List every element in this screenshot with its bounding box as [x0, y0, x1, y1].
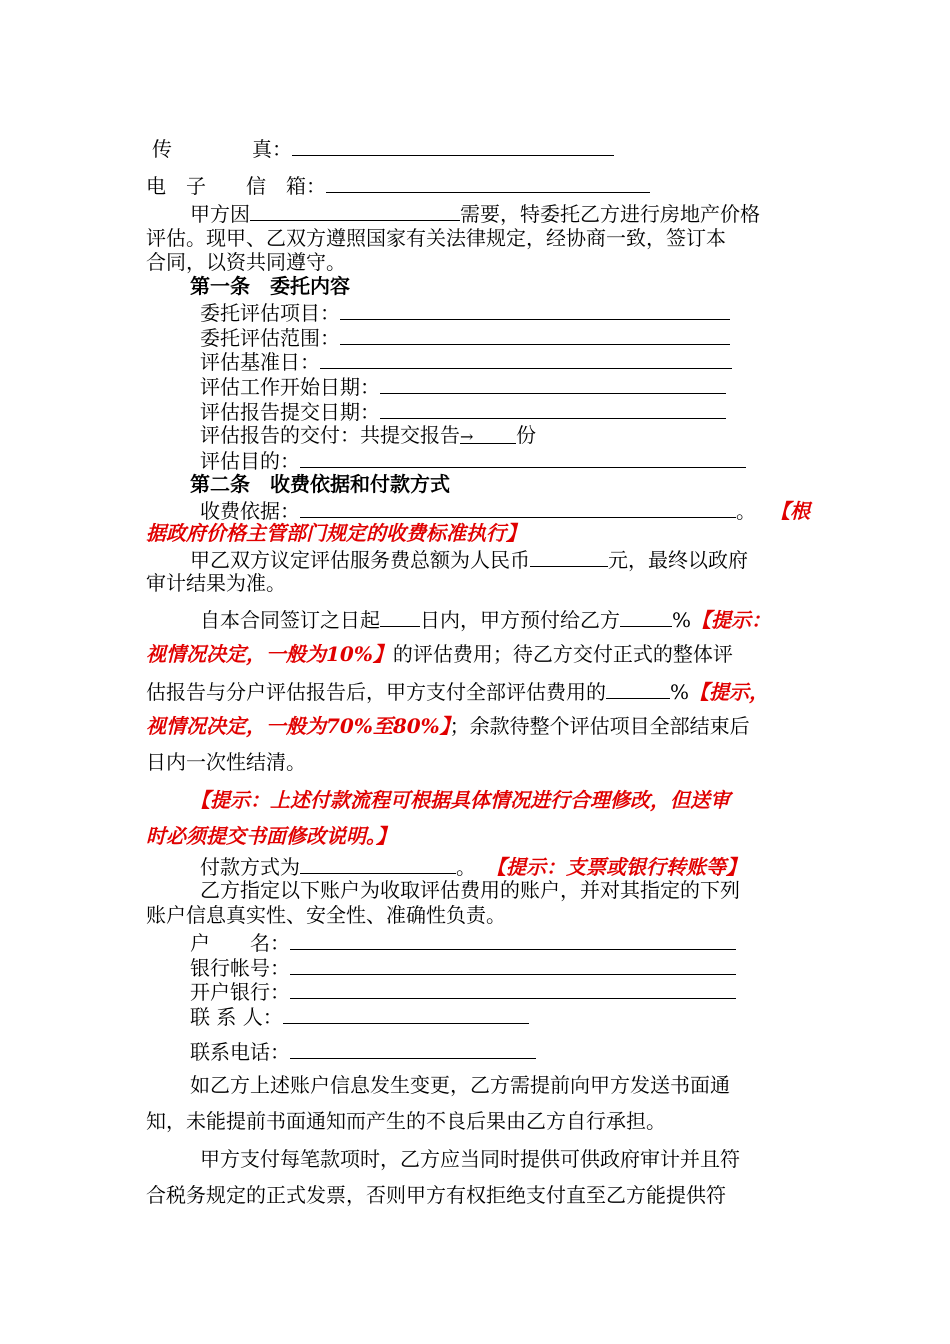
article1-field-base-date: [200, 348, 732, 374]
payment-row-5: 日内一次性结清。: [146, 750, 306, 774]
change-row-2: 知，未能提前书面通知而产生的不良后果由乙方自行承担。: [146, 1109, 666, 1133]
account-bank-row: [190, 978, 736, 1004]
account-name-row: [190, 929, 736, 955]
intro-text-b: 需要，特委托乙方进行房地产价格: [460, 202, 760, 226]
basis-tip-start: 【根: [770, 499, 810, 523]
method-period: 。: [456, 855, 476, 879]
payment-tip: 【提示：: [691, 608, 772, 632]
invoice-row-1: 甲方支付每笔款项时，乙方应当同时提供可供政府审计并且符: [200, 1147, 740, 1171]
fee-row: [190, 546, 748, 572]
payment-row-2: [146, 642, 733, 666]
field-blank: [320, 348, 732, 369]
field-label: 评估报告提交日期：: [200, 400, 380, 424]
percent-sign: %: [672, 608, 692, 632]
account-contact-row: [190, 1003, 529, 1029]
field-label: 委托评估范围：: [200, 326, 340, 350]
account-number-row: [190, 954, 736, 980]
account-blank: [290, 1038, 536, 1059]
delivery-unit: 份: [516, 423, 536, 447]
payment-tip: 视情况决定，一般为10%】: [146, 642, 393, 666]
intro-reason-blank: [250, 200, 460, 221]
intro-text-a: 甲方因: [190, 202, 250, 226]
field-label: 委托评估项目：: [200, 301, 340, 325]
payment-text: 的评估费用；待乙方交付正式的整体评: [392, 642, 733, 666]
full-percent-blank: [606, 678, 670, 699]
payment-text: ；余款待整个评估项目全部结束后: [449, 714, 750, 738]
field-blank: [340, 299, 730, 320]
article1-field-project: [200, 299, 730, 325]
field-blank: [380, 373, 726, 394]
basis-label: 收费依据：: [200, 499, 300, 523]
basis-row: [200, 497, 810, 523]
payment-tip: 视情况决定，一般为70%至80%】: [146, 714, 450, 738]
basis-blank: [300, 497, 736, 518]
days-blank: [380, 606, 420, 627]
flow-tip-2: 时必须提交书面修改说明。】: [146, 824, 396, 848]
field-blank: [300, 447, 746, 468]
delivery-text: 评估报告的交付：共提交报告: [200, 423, 460, 447]
fee-text-b: 元，最终以政府: [608, 548, 748, 572]
method-tip: 【提示：支票或银行转账等】: [486, 855, 746, 879]
fax-label: 传 真：: [152, 137, 292, 161]
payment-text: 日内，甲方预付给乙方: [420, 608, 620, 632]
field-blank: [380, 398, 726, 419]
payment-row-3: [146, 678, 769, 704]
intro-line-1: [190, 200, 760, 226]
delivery-count-blank: [460, 423, 516, 444]
percent-sign: %: [670, 680, 690, 704]
article1-field-start-date: [200, 373, 726, 399]
flow-tip-1: 【提示：上述付款流程可根据具体情况进行合理修改，但送审: [190, 788, 730, 812]
email-row: [146, 172, 650, 198]
prepay-percent-blank: [620, 606, 672, 627]
fee-text-a: 甲乙双方议定评估服务费总额为人民币: [190, 548, 530, 572]
method-blank: [300, 853, 456, 874]
intro-line-2: 评估。现甲、乙双方遵照国家有关法律规定，经协商一致，签订本: [146, 226, 726, 250]
account-row-2: 账户信息真实性、安全性、准确性负责。: [146, 903, 506, 927]
account-row-1: 乙方指定以下账户为收取评估费用的账户，并对其指定的下列: [200, 878, 740, 902]
method-row: [200, 853, 746, 879]
field-blank: [340, 324, 730, 345]
account-label: 联 系 人：: [190, 1005, 283, 1029]
fax-row: [152, 135, 614, 161]
basis-tip-end: 据政府价格主管部门规定的收费标准执行】: [146, 521, 526, 545]
account-phone-row: [190, 1038, 536, 1064]
article1-purpose: [200, 447, 746, 473]
account-blank: [290, 954, 736, 975]
article1-title: 第一条 委托内容: [190, 274, 350, 298]
fee-row-2: 审计结果为准。: [146, 571, 286, 595]
field-label: 评估目的：: [200, 449, 300, 473]
payment-text: 自本合同签订之日起: [200, 608, 380, 632]
article2-title: 第二条 收费依据和付款方式: [190, 472, 450, 496]
account-label: 开户银行：: [190, 980, 290, 1004]
payment-text: 估报告与分户评估报告后，甲方支付全部评估费用的: [146, 680, 606, 704]
field-label: 评估基准日：: [200, 350, 320, 374]
article1-delivery: [200, 423, 536, 447]
arrow-icon: →: [460, 427, 474, 446]
account-label: 联系电话：: [190, 1040, 290, 1064]
intro-line-3: 合同，以资共同遵守。: [146, 250, 346, 274]
payment-row-4: [146, 714, 750, 738]
field-label: 评估工作开始日期：: [200, 375, 380, 399]
basis-period: 。: [736, 499, 756, 523]
account-label: 户 名：: [190, 931, 290, 955]
fax-blank: [292, 135, 614, 156]
article1-field-submit-date: [200, 398, 726, 424]
fee-amount-blank: [530, 546, 608, 567]
invoice-row-2: 合税务规定的正式发票，否则甲方有权拒绝支付直至乙方能提供符: [146, 1183, 726, 1207]
account-label: 银行帐号：: [190, 956, 290, 980]
account-blank: [290, 929, 736, 950]
payment-row-1: [200, 606, 771, 632]
change-row-1: 如乙方上述账户信息发生变更，乙方需提前向甲方发送书面通: [190, 1073, 730, 1097]
account-blank: [283, 1003, 529, 1024]
article1-field-scope: [200, 324, 730, 350]
payment-tip: 【提示，: [689, 680, 770, 704]
email-blank: [326, 172, 650, 193]
account-blank: [290, 978, 736, 999]
method-label: 付款方式为: [200, 855, 300, 879]
email-label: 电 子 信 箱：: [146, 174, 326, 198]
